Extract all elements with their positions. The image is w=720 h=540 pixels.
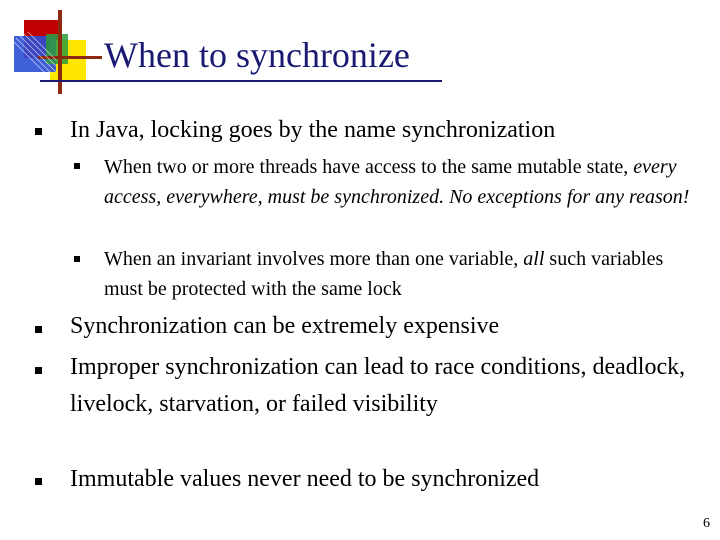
sub-bullet-marker (74, 163, 80, 169)
slide-title: When to synchronize (104, 35, 410, 75)
sub-bullet-2-emphasis: all (523, 248, 545, 270)
sub-bullet-2-text-end: such variables must be protected with the same lock (104, 248, 664, 300)
bullet-4: Immutable values never need to be synchronized (70, 466, 540, 492)
sub-bullet-2 (104, 244, 704, 304)
decorative-logo (0, 0, 110, 100)
bullet-marker (35, 326, 42, 333)
sub-bullet-2-text: When an invariant involves more than one variable, (104, 248, 524, 270)
sub-bullet-1 (104, 152, 704, 212)
sub-bullet-1-text: When two or more threads have access to the same mutable state, (104, 156, 634, 178)
sub-bullet-1-emphasis: every access, everywhere, must be synchronized. No exceptions for any reason! (104, 156, 690, 208)
bullet-1: In Java, locking goes by the name synchronization (70, 117, 556, 143)
bullet-marker (35, 367, 42, 374)
page-number: 6 (703, 516, 710, 531)
bullet-marker (35, 478, 42, 485)
sub-bullet-marker (74, 256, 80, 262)
bullet-2: Synchronization can be extremely expensive (70, 313, 500, 339)
bullet-marker (35, 128, 42, 135)
bullet-3: Improper synchronization can lead to race conditions, deadlock, livelock, starvation, or failed visibility (70, 354, 686, 417)
title-underline (40, 80, 442, 82)
